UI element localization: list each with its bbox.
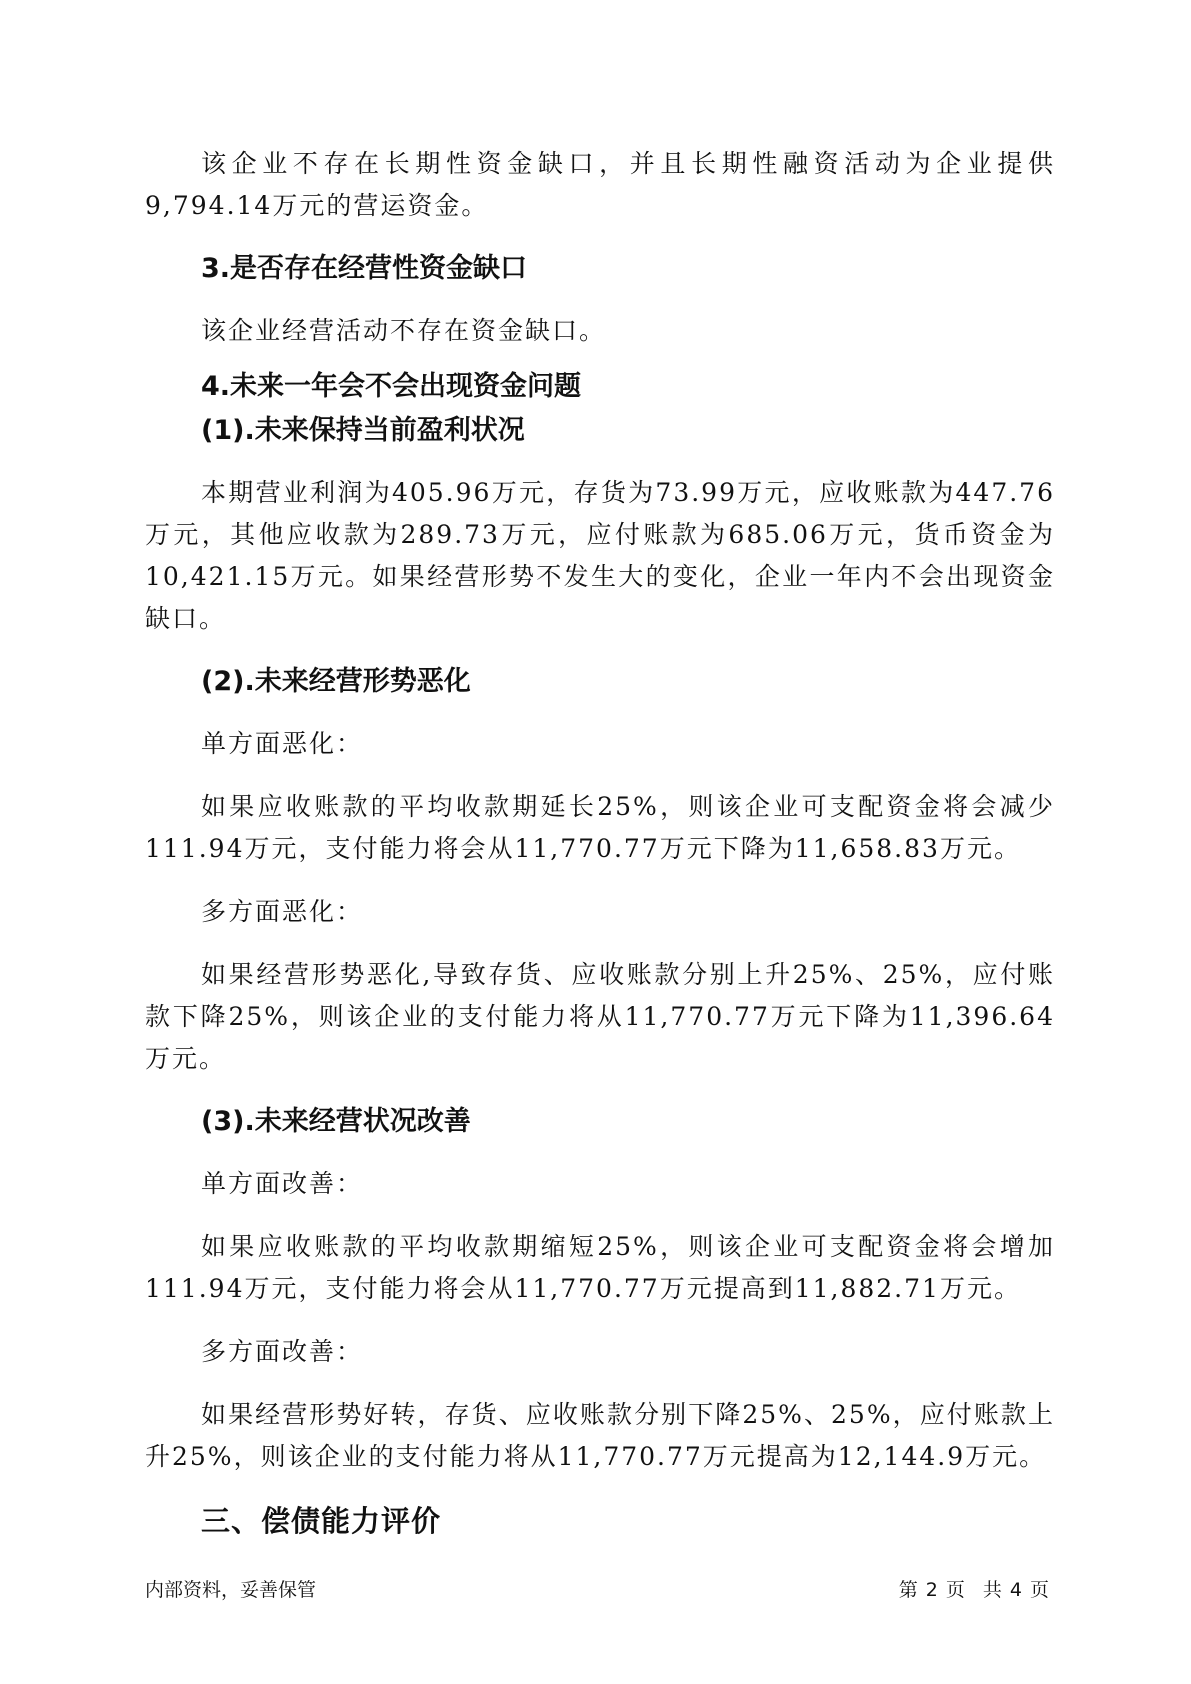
page-total: 4 (1009, 1579, 1022, 1601)
heading-operating-gap: 3.是否存在经营性资金缺口 (201, 253, 528, 284)
paragraph-current-profit: 本期营业利润为405.96万元，存货为73.99万元，应收账款为447.76万元，其他应收款为289.73万元，应付账款为685.06万元，货币资金为10,421.15万元。如果经营形势不发生大的变化，企业一年内不会出现资金缺口。 (145, 478, 1055, 633)
label-multi-improvement: 多方面改善： (201, 1337, 364, 1366)
page-prefix: 第 (898, 1579, 918, 1601)
label-multi-deterioration: 多方面恶化： (201, 897, 364, 926)
heading-next-year: 4.未来一年会不会出现资金问题 (201, 371, 582, 402)
section-heading-solvency: 三、偿债能力评价 (201, 1504, 442, 1538)
paragraph-single-deterioration: 如果应收账款的平均收款期延长25%，则该企业可支配资金将会减少111.94万元，支付能力将会从11,770.77万元下降为11,658.83万元。 (145, 792, 1055, 863)
subheading-improvement: (3).未来经营状况改善 (201, 1106, 471, 1137)
label-single-improvement: 单方面改善： (201, 1169, 364, 1198)
label-single-deterioration: 单方面恶化： (201, 729, 364, 758)
subheading-current-profit: (1).未来保持当前盈利状况 (201, 415, 525, 446)
paragraph-single-improvement: 如果应收账款的平均收款期缩短25%，则该企业可支配资金将会增加111.94万元，支付能力将会从11,770.77万元提高到11,882.71万元。 (145, 1232, 1055, 1303)
total-prefix: 共 (982, 1579, 1002, 1601)
page-content (145, 143, 1055, 1543)
page-current: 2 (925, 1579, 938, 1601)
subheading-deterioration: (2).未来经营形势恶化 (201, 666, 471, 697)
footer-page-number (895, 1575, 1053, 1602)
page-unit: 页 (945, 1579, 965, 1601)
paragraph-operating-gap: 该企业经营活动不存在资金缺口。 (201, 316, 607, 345)
footer-confidential-note: 内部资料，妥善保管 (145, 1579, 317, 1601)
paragraph-multi-improvement: 如果经营形势好转，存货、应收账款分别下降25%、25%，应付账款上升25%，则该企业的支付能力将从11,770.77万元提高为12,144.9万元。 (145, 1400, 1055, 1471)
paragraph-long-term-funding: 该企业不存在长期性资金缺口，并且长期性融资活动为企业提供9,794.14万元的营运资金。 (145, 149, 1055, 220)
paragraph-multi-deterioration: 如果经营形势恶化,导致存货、应收账款分别上升25%、25%，应付账款下降25%，则该企业的支付能力将从11,770.77万元下降为11,396.64万元。 (145, 960, 1055, 1073)
total-unit: 页 (1029, 1579, 1049, 1601)
